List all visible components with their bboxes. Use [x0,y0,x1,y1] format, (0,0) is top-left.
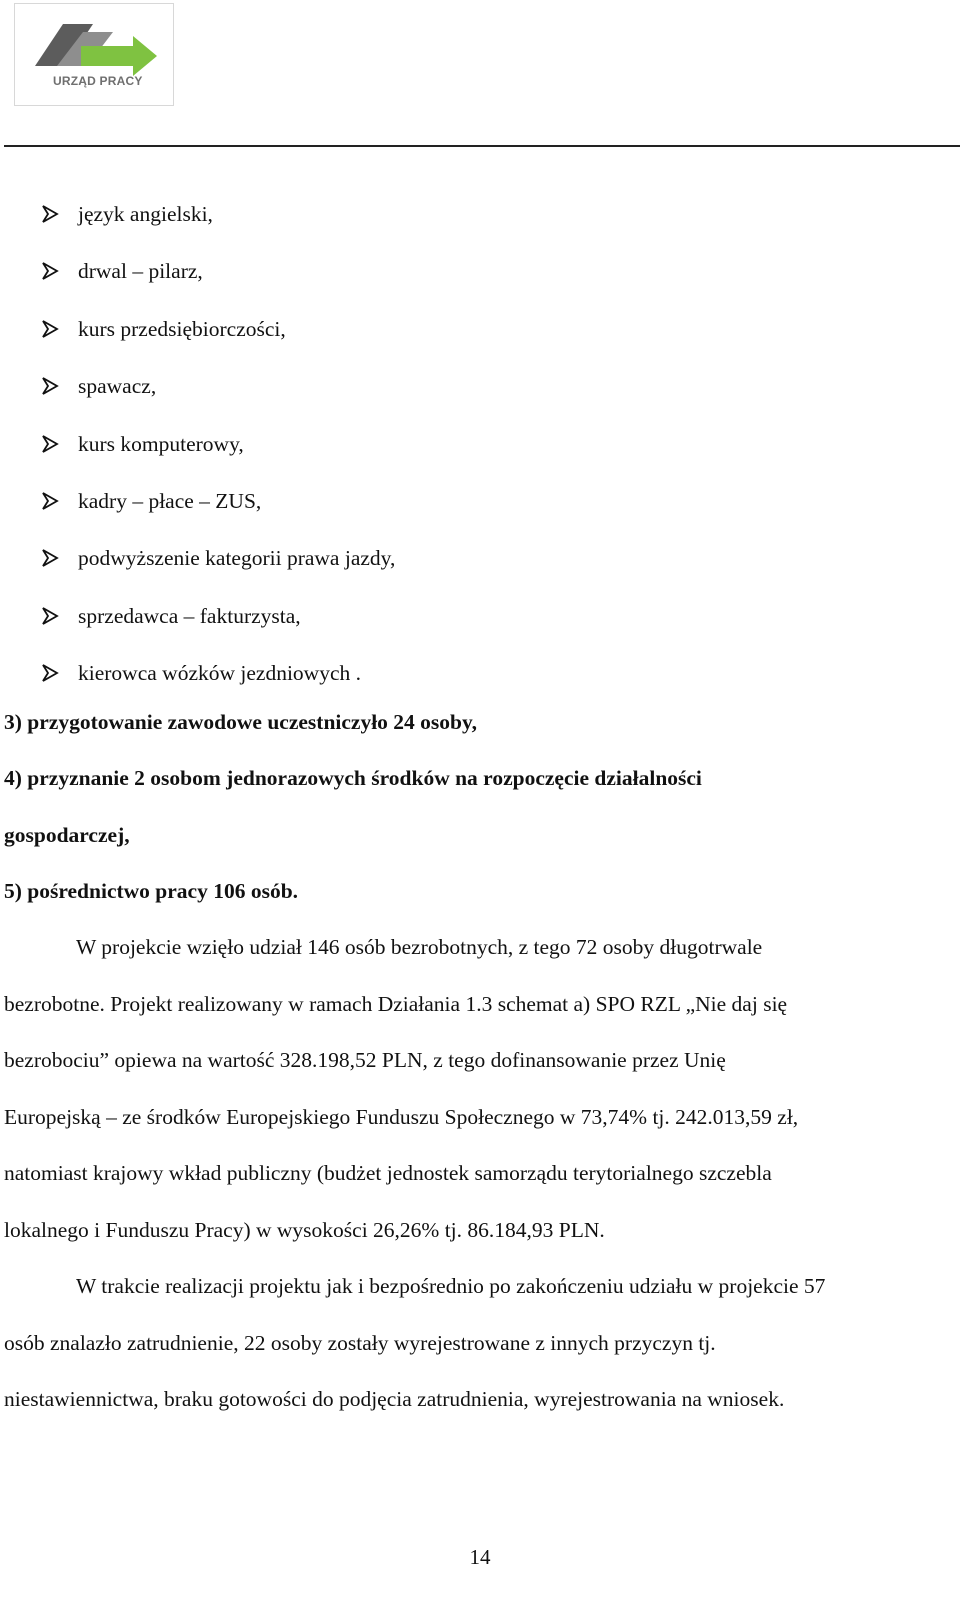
arrow-bullet-icon [40,548,60,568]
list-item-text: spawacz, [78,374,157,399]
paragraph-1-line: Europejską – ze środków Europejskiego Funduszu Społecznego w 73,74% tj. 242.013,59 zł, [4,1105,799,1129]
arrow-bullet-icon [40,261,60,281]
list-item-text: podwyższenie kategorii prawa jazdy, [78,546,396,571]
arrow-bullet-icon [40,491,60,511]
list-item-text: drwal – pilarz, [78,259,203,284]
page-number: 14 [469,1545,491,1569]
numbered-item-5: 5) pośrednictwo pracy 106 osób. [4,879,299,903]
paragraph-1-line: lokalnego i Funduszu Pracy) w wysokości 26,26% tj. 86.184,93 PLN. [4,1218,605,1242]
paragraph-1-line: W projekcie wzięło udział 146 osób bezrobotnych, z tego 72 osoby długotrwale [76,935,763,959]
paragraph-2-line: W trakcie realizacji projektu jak i bezpośrednio po zakończeniu udziału w projekcie 57 [76,1274,826,1298]
arrow-bullet-icon [40,376,60,396]
numbered-item-4: 4) przyznanie 2 osobom jednorazowych środków na rozpoczęcie działalności [4,766,702,790]
list-item-text: kadry – płace – ZUS, [78,488,262,513]
numbered-item-4-continuation: gospodarczej, [4,823,130,847]
list-item-text: sprzedawca – fakturzysta, [78,603,301,628]
arrow-bullet-icon [40,204,60,224]
numbered-item-3: 3) przygotowanie zawodowe uczestniczyło 24 osoby, [4,710,477,734]
arrow-bullet-icon [40,319,60,339]
arrow-bullet-icon [40,434,60,454]
paragraph-1-line: bezrobotne. Projekt realizowany w ramach Działania 1.3 schemat a) SPO RZL „Nie daj się [4,992,788,1016]
logo-mark-icon [15,4,175,107]
logo-text: URZĄD PRACY [53,74,143,88]
list-item-text: kurs przedsiębiorczości, [78,316,286,341]
list-item-text: kurs komputerowy, [78,431,244,456]
paragraph-2-line: osób znalazło zatrudnienie, 22 osoby zostały wyrejestrowane z innych przyczyn tj. [4,1331,716,1355]
header-divider [4,145,960,147]
list-item-text: kierowca wózków jezdniowych . [78,661,361,686]
paragraph-1-line: natomiast krajowy wkład publiczny (budżet jednostek samorządu terytorialnego szczebla [4,1161,772,1185]
urzad-pracy-logo [14,3,174,106]
paragraph-1-line: bezrobociu” opiewa na wartość 328.198,52 PLN, z tego dofinansowanie przez Unię [4,1048,726,1072]
arrow-bullet-icon [40,663,60,683]
arrow-bullet-icon [40,606,60,626]
list-item-text: język angielski, [78,202,213,226]
paragraph-2-line: niestawiennictwa, braku gotowości do podjęcia zatrudnienia, wyrejestrowania na wniosek. [4,1387,785,1411]
